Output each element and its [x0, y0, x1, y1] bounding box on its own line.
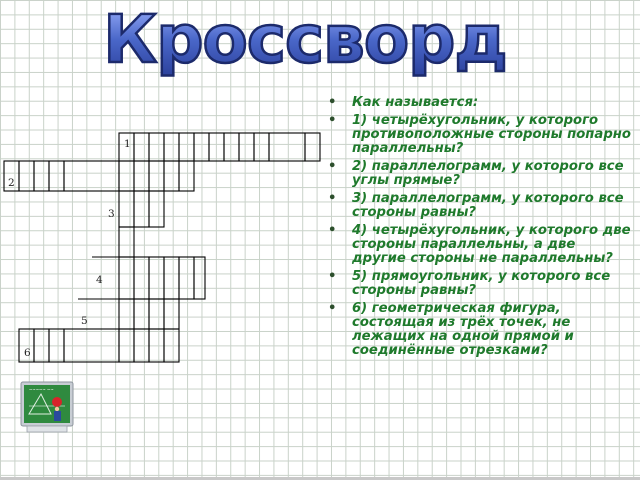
crossword-cell [179, 257, 194, 299]
crossword-number-6: 6 [24, 347, 31, 359]
crossword-cell [149, 257, 164, 299]
crossword-cell [34, 329, 49, 362]
crossword-cell [194, 257, 205, 299]
crossword-cell [19, 161, 34, 191]
clue-1: • 1) четырёхугольник, у которого противоположные стороны попарно параллельны? [322, 114, 632, 156]
clue-6: • 6) геометрическая фигура, состоящая из трёх точек, не лежащих на одной прямой и соединённые отрезками? [322, 302, 632, 358]
clue-2: • 2) параллелограмм, у которого все углы прямые? [322, 160, 632, 188]
crossword-cell [209, 133, 224, 161]
crossword-cell [134, 257, 149, 299]
crossword-cell [119, 299, 134, 329]
crossword-cell [64, 161, 119, 191]
crossword-cell [164, 299, 179, 329]
crossword-cell [34, 161, 49, 191]
clue-3: • 3) параллелограмм, у которого все стороны равны? [322, 192, 632, 220]
crossword-cell [164, 161, 179, 191]
crossword-cell [224, 133, 239, 161]
clue-list [322, 96, 632, 362]
crossword-cell [269, 133, 305, 161]
crossword-cell [194, 133, 209, 161]
crossword-cell [64, 329, 119, 362]
crossword-cell [254, 133, 269, 161]
crossword-cell [119, 329, 134, 362]
crossword-cell [134, 133, 149, 161]
title-text: Кроссворд [103, 1, 507, 78]
crossword-cell [49, 329, 64, 362]
chalkboard-logo-icon [17, 380, 77, 436]
svg-text:~~~~~ ~~: ~~~~~ ~~ [29, 387, 54, 392]
crossword-cell [119, 161, 134, 191]
crossword-cell [119, 227, 134, 257]
crossword-cell [164, 257, 179, 299]
crossword-cell [149, 133, 164, 161]
crossword-cell [239, 133, 254, 161]
crossword-cell [119, 257, 134, 299]
crossword-cell [164, 133, 179, 161]
crossword-number-5: 5 [81, 315, 88, 327]
clue-5: • 5) прямоугольник, у которого все стороны равны? [322, 270, 632, 298]
crossword-cell [49, 161, 64, 191]
crossword-cell [134, 161, 149, 191]
crossword-cell [149, 161, 164, 191]
crossword-cell [164, 329, 179, 362]
crossword-cell [149, 191, 164, 227]
crossword-cell [305, 133, 320, 161]
crossword-cell [119, 191, 134, 227]
clue-heading: • Как называется: [322, 96, 632, 110]
crossword-number-3: 3 [108, 208, 115, 220]
crossword-number-1: 1 [124, 138, 131, 150]
crossword-number-2: 2 [8, 177, 15, 189]
crossword-cell [134, 329, 149, 362]
crossword-number-4: 4 [96, 274, 103, 286]
clue-4: • 4) четырёхугольник, у которого две стороны параллельны, а две другие стороны не параллельны? [322, 224, 632, 266]
crossword-cell [134, 299, 149, 329]
crossword-cell [179, 133, 194, 161]
crossword-cell [149, 329, 164, 362]
crossword-cell [179, 161, 194, 191]
crossword-cell [134, 191, 149, 227]
crossword-cell [149, 299, 164, 329]
